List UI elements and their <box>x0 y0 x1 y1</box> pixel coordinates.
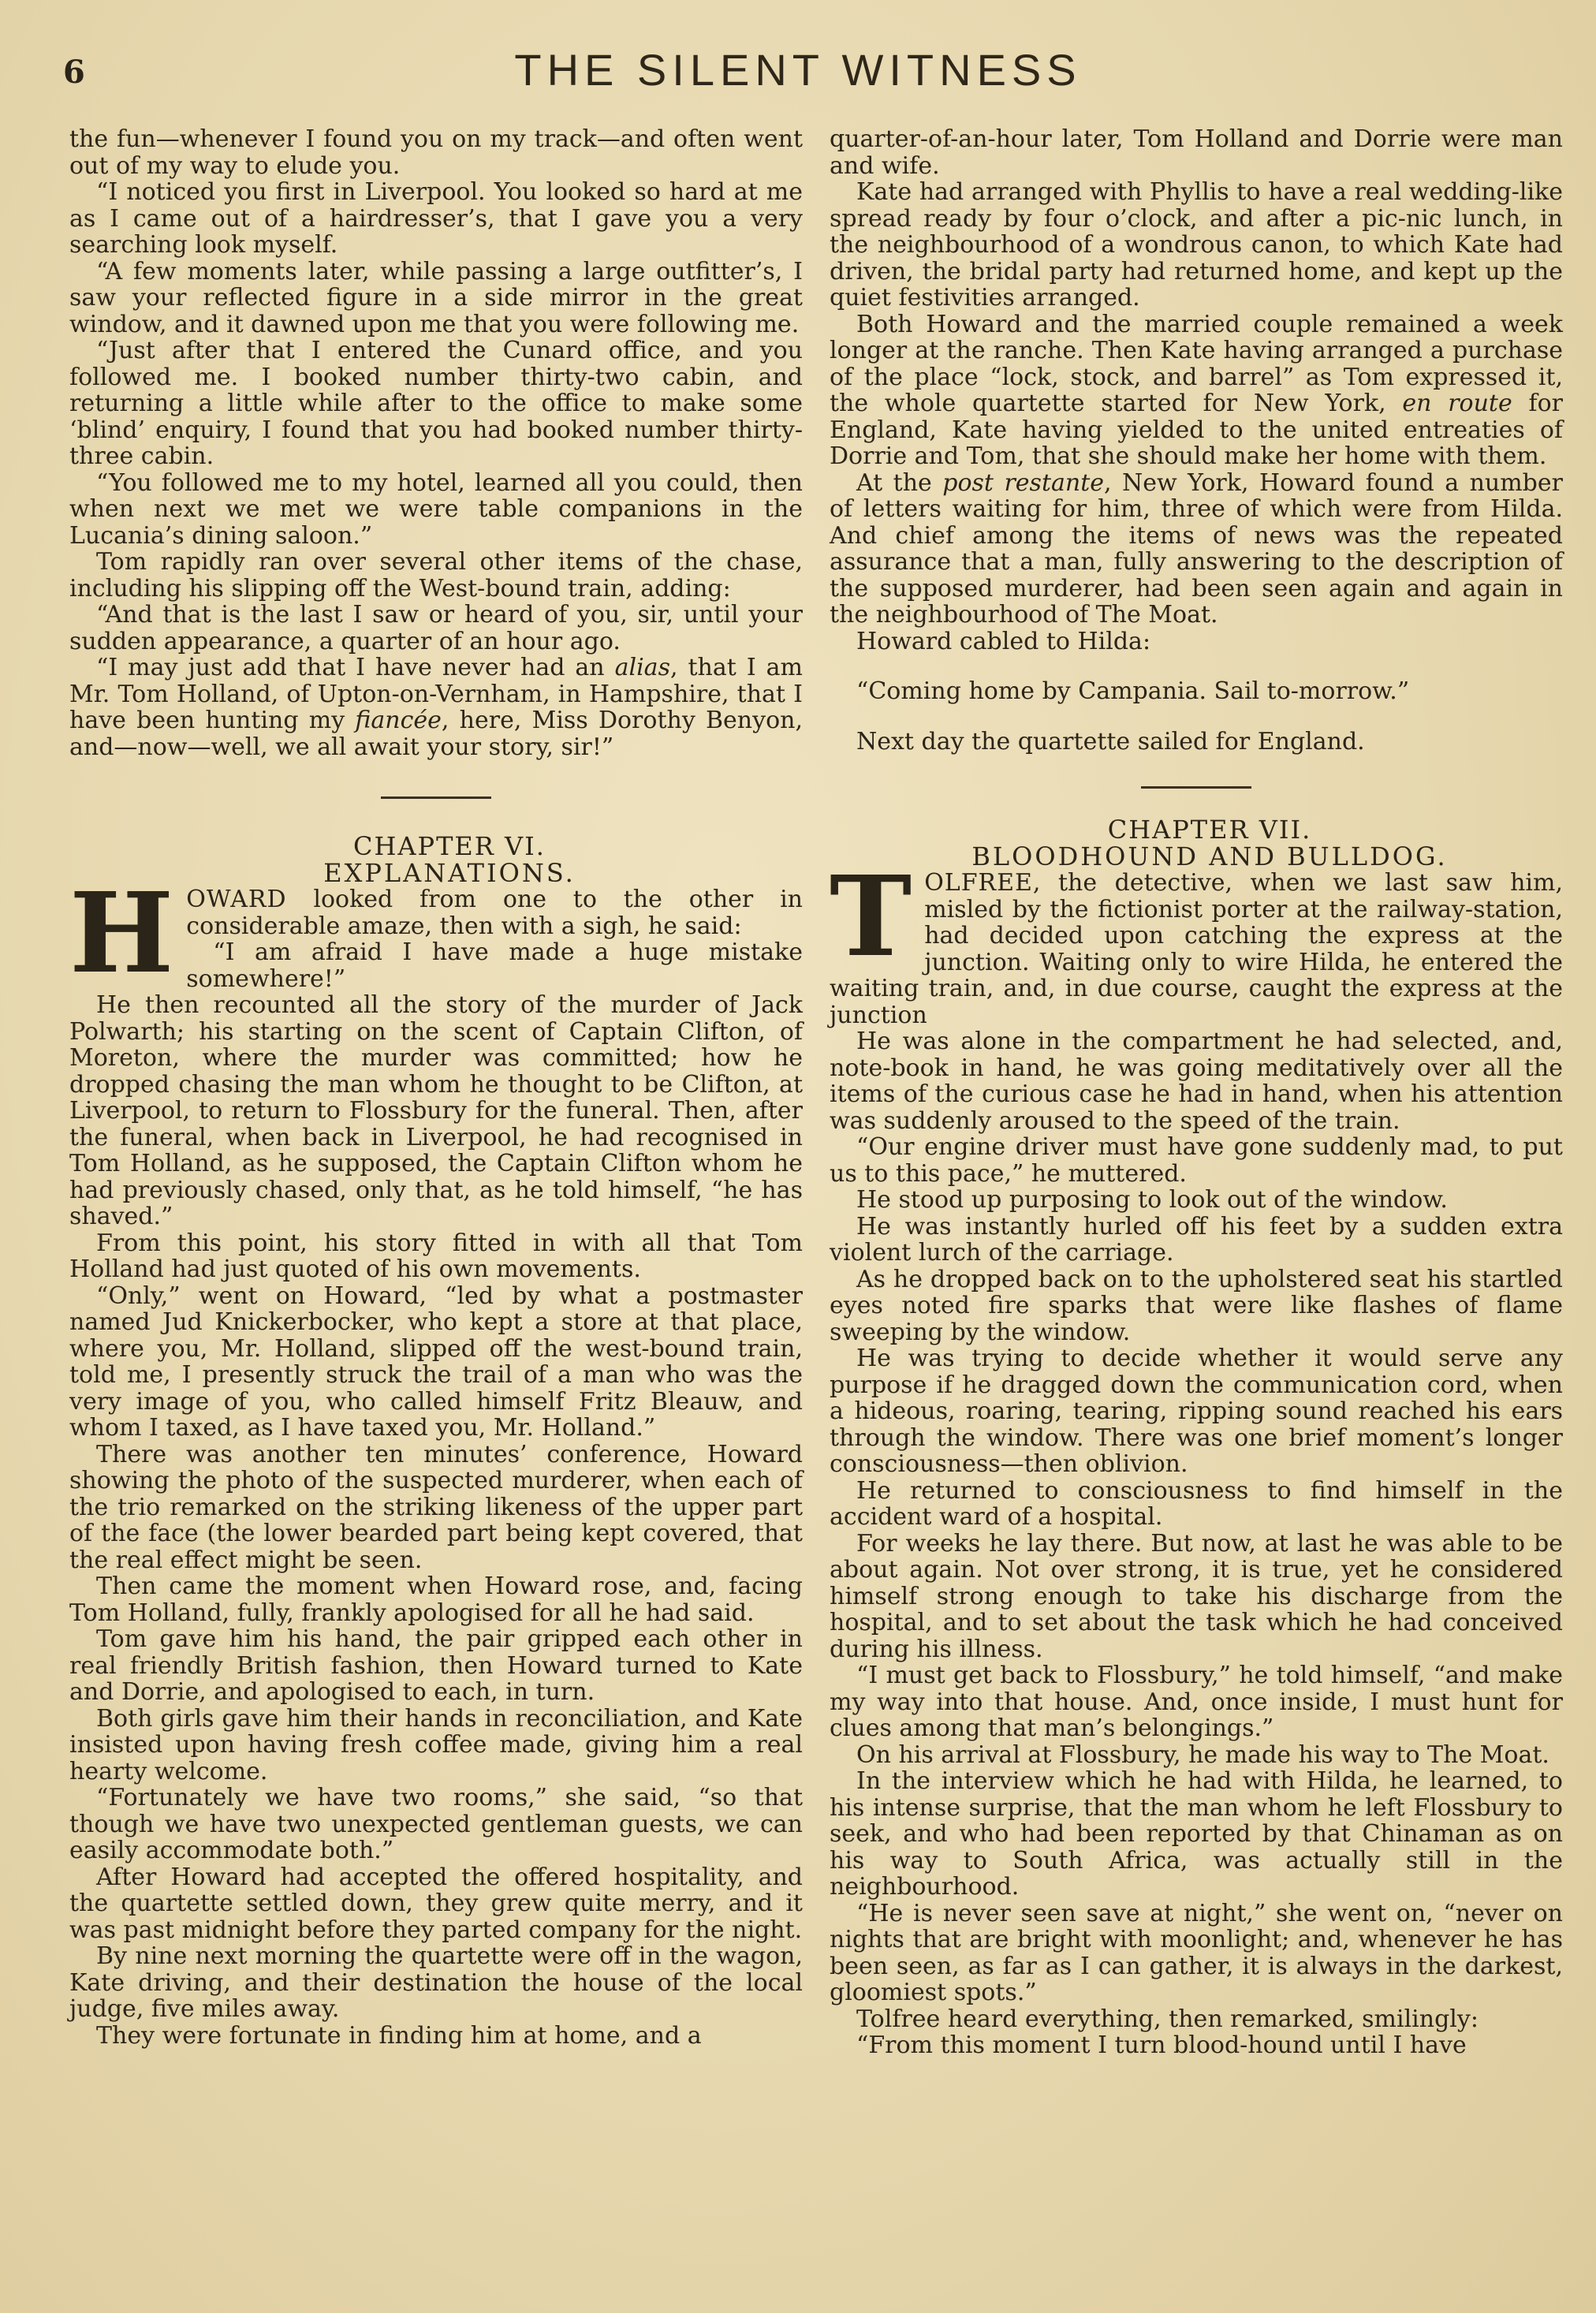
text-run: Both Howard and the married couple remained a week longer at the ranche. Then Kate having arranged a purchase of the place “lock, stock, and barrel” as Tom expressed it, the whole quartette started for New York, <box>830 310 1563 417</box>
italic-phrase-en-route: en route <box>1402 390 1512 417</box>
text-run: , that I am Mr. Tom Holland, of Upton-on-Vernham, in Hampshire, that I have been hunting my <box>69 654 803 734</box>
smallcaps-word: OLFREE <box>924 869 1033 897</box>
text-run: looked from one to the other in considerable amaze, then with a sigh, he said: <box>186 886 803 940</box>
paragraph: “He is never seen save at night,” she went on, “never on nights that are bright with moonlight; and, whenever he has been seen, as far as I can gather, it is always in the darkest, gloomiest spots.” <box>830 1899 1563 2006</box>
chapter-subtitle: BLOODHOUND AND BULLDOG. <box>971 841 1448 871</box>
paragraph: Both girls gave him their hands in reconciliation, and Kate insisted upon having fresh coffee made, giving him a real hearty welcome. <box>69 1704 803 1785</box>
paragraph-en-route <box>830 312 1563 470</box>
text-run: At the <box>856 468 943 497</box>
paragraph: “Only,” went on Howard, “led by what a postmaster named Jud Knickerbocker, who kept a store at that place, where you, Mr. Holland, slipped off the west-bound train, told me, I presently struck the trail of a man who was the very image of you, who called himself Fritz Bleauw, and whom I taxed, as I have taxed you, Mr. Holland.” <box>69 1281 803 1442</box>
paragraph: He was trying to decide whether it would serve any purpose if he dragged down the communication cord, when a hideous, roaring, tearing, ripping sound reached his ears through the window. There was one brief moment’s longer consciousness—then oblivion. <box>830 1345 1563 1478</box>
paragraph: quarter-of-an-hour later, Tom Holland and Dorrie were man and wife. <box>830 125 1563 180</box>
page-number: 6 <box>63 54 85 91</box>
paragraph: They were fortunate in finding him at home, and a <box>96 2021 702 2050</box>
paragraph: Tom gave him his hand, the pair gripped each other in real friendly British fashion, then Howard turned to Kate and Dorrie, and apologised to each, in turn. <box>69 1625 803 1706</box>
paragraph: “A few moments later, while passing a large outfitter’s, I saw your reflected figure in a side mirror in the great window, and it dawned upon me that you were following me. <box>69 257 803 338</box>
text-run: “I may just add that I have never had an <box>96 654 615 681</box>
paragraph-alias <box>69 655 803 760</box>
paragraph: Then came the moment when Howard rose, and, facing Tom Holland, fully, frankly apologised for all he had said. <box>69 1572 803 1627</box>
section-divider <box>381 796 491 799</box>
drop-cap: T <box>830 852 912 982</box>
paragraph: There was another ten minutes’ conference, Howard showing the photo of the suspected murderer, when each of the trio remarked on the striking likeness of the upper part of the face (the lower bearded part being kept covered, that the real effect might be seen. <box>69 1440 803 1574</box>
paragraph: the fun—whenever I found you on my track—and often went out of my way to elude you. <box>69 125 803 180</box>
paragraph: “I noticed you first in Liverpool. You looked so hard at me as I came out of a hairdresser’s, that I gave you a very searching look myself. <box>69 178 803 259</box>
paragraph: “Our engine driver must have gone suddenly mad, to put us to this pace,” he muttered. <box>830 1133 1563 1188</box>
paragraph: “I am afraid I have made a huge mistake somewhere!” <box>186 938 803 993</box>
paragraph: “Fortunately we have two rooms,” she said, “so that though we have two unexpected gentleman guests, we can easily accommodate both.” <box>69 1784 803 1864</box>
paragraph: On his arrival at Flossbury, he made his way to The Moat. <box>856 1740 1549 1769</box>
paragraph: Next day the quartette sailed for England. <box>856 727 1365 755</box>
drop-cap: H <box>69 869 174 998</box>
paragraph: As he dropped back on to the upholstered seat his startled eyes noted fire sparks that were like flashes of flame sweeping by the window. <box>830 1265 1563 1346</box>
paragraph: Howard cabled to Hilda: <box>856 627 1151 655</box>
paragraph: From this point, his story fitted in with all that Tom Holland had just quoted of his own movements. <box>69 1229 803 1283</box>
paragraph: He returned to consciousness to find himself in the accident ward of a hospital. <box>830 1476 1563 1531</box>
paragraph: Tolfree heard everything, then remarked, smilingly: <box>856 2005 1479 2033</box>
smallcaps-word: OWARD <box>186 886 287 913</box>
paragraph: He then recounted all the story of the murder of Jack Polwarth; his starting on the scent of Captain Clifton, of Moreton, where the murder was committed; how he dropped chasing the man whom he thought to be Clifton, at Liverpool, to return to Flossbury for the funeral. Then, after the funeral, when back in Liverpool, he had recognised in Tom Holland, as he supposed, the Captain Clifton whom he had previously chased, only that, as he told himself, “he has shaved.” <box>69 991 803 1230</box>
paragraph: Kate had arranged with Phyllis to have a real wedding-like spread ready by four o’clock, and after a pic-nic lunch, in the neighbourhood of a wondrous canon, to which Kate had driven, the bridal party had returned home, and kept up the quiet festivities arranged. <box>830 178 1563 312</box>
text-run: , here, Miss Dorothy Benyon, and—now—well, we all await your story, sir!” <box>69 707 803 761</box>
paragraph: “And that is the last I saw or heard of you, sir, until your sudden appearance, a quarter of an hour ago. <box>69 601 803 655</box>
text-run: , New York, Howard found a number of letters waiting for him, three of which were from Hilda. And chief among the items of news was the repeated assurance that a man, fully answering to the description of the supposed murderer, had been seen again and again in the neighbourhood of The Moat. <box>830 468 1563 629</box>
paragraph-post-restante <box>830 470 1563 629</box>
paragraph: He was alone in the compartment he had selected, and, note-book in hand, he was going meditatively over all the items of the curious case he had in hand, when his attention was suddenly aroused to the speed of the train. <box>830 1028 1563 1135</box>
italic-phrase-post-restante: post restante <box>942 468 1105 497</box>
paragraph: “You followed me to my hotel, learned all you could, then when next we met we were table companions in the Lucania’s dining saloon.” <box>69 468 803 550</box>
paragraph: “I must get back to Flossbury,” he told himself, “and make my way into that house. And, once inside, I must hunt for clues among that man’s belongings.” <box>830 1662 1563 1742</box>
italic-word-fiancee: fiancée <box>355 707 442 734</box>
chapter-subtitle: EXPLANATIONS. <box>323 857 576 888</box>
paragraph: By nine next morning the quartette were off in the wagon, Kate driving, and their destination the house of the local judge, five miles away. <box>69 1942 803 2023</box>
paragraph: Tom rapidly ran over several other items of the chase, including his slipping off the West-bound train, adding: <box>69 548 803 602</box>
paragraph: He was instantly hurled off his feet by a sudden extra violent lurch of the carriage. <box>830 1212 1563 1267</box>
text-run: , the detective, when we last saw him, misled by the fictionist porter at the railway-station, had decided upon catching the express at the junction. Waiting only to wire Hilda, he entered the waiting train, and, in due course, caught the express at the junction <box>830 869 1563 1029</box>
chapter-heading: CHAPTER VI. <box>353 831 546 861</box>
paragraph: For weeks he lay there. But now, at last he was able to be about again. Not over strong, it is true, yet he considered himself strong enough to take his discharge from the hospital, and to set about the task which he had conceived during his illness. <box>830 1529 1563 1663</box>
left-column <box>69 126 803 2049</box>
right-column <box>830 126 1563 2059</box>
paragraph: In the interview which he had with Hilda, he learned, to his intense surprise, that the man whom he left Flossbury to seek, and who had been reported by that Chinaman as on his way to South Africa, was actually still in the neighbourhood. <box>830 1767 1563 1901</box>
cable-quote: “Coming home by Campania. Sail to-morrow.” <box>856 677 1410 705</box>
paragraph: “From this moment I turn blood-hound until I have <box>856 2031 1467 2059</box>
chapter-heading: CHAPTER VII. <box>1107 815 1312 845</box>
text-run: for England, Kate having yielded to the united entreaties of Dorrie and Tom, that she should make her home with them. <box>830 390 1563 470</box>
page-header <box>0 38 1596 109</box>
section-divider <box>1141 786 1251 789</box>
paragraph: He stood up purposing to look out of the window. <box>856 1186 1448 1214</box>
running-title: THE SILENT WITNESS <box>514 45 1082 95</box>
paragraph: After Howard had accepted the offered hospitality, and the quartette settled down, they grew quite merry, and it was past midnight before they parted company for the night. <box>69 1863 803 1944</box>
italic-word-alias: alias <box>614 654 670 681</box>
paragraph: “Just after that I entered the Cunard office, and you followed me. I booked number thirty-two cabin, and returning a little while after to the office to make some ‘blind’ enquiry, I found that you had booked number thirty-three cabin. <box>69 337 803 470</box>
